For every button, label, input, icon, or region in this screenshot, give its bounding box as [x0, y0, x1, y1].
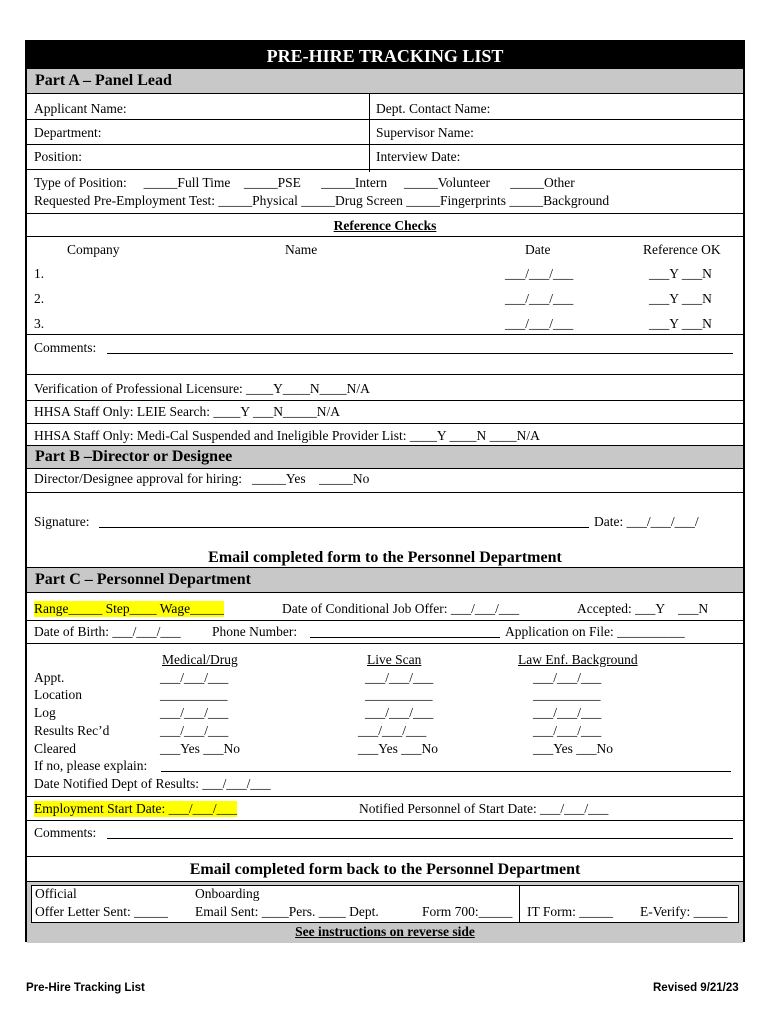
ref-row-ok[interactable]: ___Y ___N	[649, 266, 712, 281]
law-enf-cell[interactable]: ___/___/___	[533, 705, 602, 720]
offer-letter-sent[interactable]: Offer Letter Sent: _____	[35, 904, 168, 919]
requested-test[interactable]: Requested Pre-Employment Test: _____Physical _____Drug Screen _____Fingerprints _____Background	[34, 193, 610, 208]
if-no-explain-label: If no, please explain:	[34, 758, 148, 773]
explain-line[interactable]	[161, 759, 731, 772]
part-b-title: Part B –Director or Designee	[35, 448, 233, 465]
live-scan-cell[interactable]: ___/___/___	[358, 723, 427, 738]
medical-cell[interactable]: __________	[160, 687, 228, 702]
comments-line[interactable]	[107, 341, 733, 354]
comments-line-c[interactable]	[107, 826, 733, 839]
part-a-header	[27, 68, 743, 94]
email-back-note: Email completed form back to the Personnel Department	[189, 861, 581, 878]
divider-vertical	[519, 885, 520, 923]
medical-cell[interactable]: ___Yes ___No	[160, 741, 241, 756]
reference-checks-heading: Reference Checks	[333, 218, 437, 233]
medical-drug-heading: Medical/Drug	[162, 652, 238, 667]
divider	[27, 236, 743, 237]
live-scan-heading: Live Scan	[367, 652, 422, 667]
ref-row-num: 3.	[34, 316, 45, 331]
pre-hire-form	[25, 40, 745, 942]
ref-row-ok[interactable]: ___Y ___N	[649, 316, 712, 331]
form-700[interactable]: Form 700:_____	[422, 904, 513, 919]
ref-row-date[interactable]: ___/___/___	[505, 316, 574, 331]
divider	[27, 334, 743, 335]
row-label: Cleared	[34, 741, 76, 756]
ref-row-date[interactable]: ___/___/___	[505, 291, 574, 306]
divider	[27, 820, 743, 821]
divider	[27, 169, 743, 170]
law-enf-cell[interactable]: ___/___/___	[533, 670, 602, 685]
live-scan-cell[interactable]: ___Yes ___No	[358, 741, 439, 756]
licensure-field[interactable]: Verification of Professional Licensure: ____Y____N____N/A	[34, 381, 370, 396]
divider	[27, 423, 743, 424]
date-notified[interactable]: Date Notified Dept of Results: ___/___/___	[34, 776, 271, 791]
position-field[interactable]: Position:	[34, 149, 83, 164]
footer-right: Revised 9/21/23	[653, 982, 739, 994]
ref-row-ok[interactable]: ___Y ___N	[649, 291, 712, 306]
divider	[27, 856, 743, 857]
part-c-header	[27, 567, 743, 593]
leie-field[interactable]: HHSA Staff Only: LEIE Search: ____Y ___N_____N/A	[34, 404, 340, 419]
page-title: PRE-HIRE TRACKING LIST	[266, 46, 504, 66]
live-scan-cell[interactable]: ___/___/___	[365, 670, 434, 685]
divider	[27, 620, 743, 621]
email-sent[interactable]: Email Sent: ____Pers. ____ Dept.	[195, 904, 379, 919]
it-form[interactable]: IT Form: _____	[527, 904, 614, 919]
footer-left: Pre-Hire Tracking List	[26, 982, 145, 994]
divider	[27, 213, 743, 214]
type-of-position[interactable]: Type of Position: _____Full Time _____PSE _____Intern _____Volunteer _____Other	[34, 175, 575, 190]
supervisor-field[interactable]: Supervisor Name:	[376, 125, 474, 140]
approval-field[interactable]: Director/Designee approval for hiring: _____Yes _____No	[34, 471, 370, 486]
email-note: Email completed form to the Personnel Department	[208, 549, 562, 566]
medical-cell[interactable]: ___/___/___	[160, 670, 229, 685]
comments-label: Comments:	[34, 340, 97, 355]
e-verify[interactable]: E-Verify: _____	[640, 904, 728, 919]
law-enf-cell[interactable]: ___/___/___	[533, 723, 602, 738]
notified-personnel[interactable]: Notified Personnel of Start Date: ___/___/___	[359, 801, 609, 816]
medical-cell[interactable]: ___/___/___	[160, 705, 229, 720]
signature-line[interactable]	[99, 515, 589, 528]
part-b-header	[27, 445, 743, 469]
divider	[27, 119, 743, 120]
divider	[27, 400, 743, 401]
law-enf-heading: Law Enf. Background	[518, 652, 638, 667]
ref-row-num: 2.	[34, 291, 45, 306]
medical-cell[interactable]: ___/___/___	[160, 723, 229, 738]
divider-vertical	[369, 94, 370, 172]
phone-line[interactable]	[310, 625, 500, 638]
divider	[27, 796, 743, 797]
col-reference-ok: Reference OK	[643, 242, 721, 257]
divider	[27, 492, 743, 493]
conditional-offer-date[interactable]: Date of Conditional Job Offer: ___/___/___	[282, 601, 520, 616]
divider	[27, 643, 743, 644]
application-on-file[interactable]: Application on File: __________	[505, 624, 685, 639]
col-name: Name	[285, 242, 318, 257]
divider	[27, 374, 743, 375]
row-label: Log	[34, 705, 56, 720]
signature-date[interactable]: Date: ___/___/___/	[594, 514, 699, 529]
official-label: Official	[35, 886, 77, 901]
law-enf-cell[interactable]: __________	[533, 687, 601, 702]
range-step-wage[interactable]: Range_____ Step____ Wage_____	[34, 601, 224, 616]
divider	[27, 144, 743, 145]
row-label: Results Rec’d	[34, 723, 110, 738]
signature-label: Signature:	[34, 514, 90, 529]
part-c-title: Part C – Personnel Department	[35, 571, 251, 588]
applicant-name-field[interactable]: Applicant Name:	[34, 101, 127, 116]
phone-label: Phone Number:	[212, 624, 298, 639]
instructions-note: See instructions on reverse side	[295, 924, 475, 939]
accepted-field[interactable]: Accepted: ___Y ___N	[577, 601, 709, 616]
col-company: Company	[67, 242, 120, 257]
dob-field[interactable]: Date of Birth: ___/___/___	[34, 624, 181, 639]
live-scan-cell[interactable]: __________	[365, 687, 433, 702]
part-a-title: Part A – Panel Lead	[35, 72, 172, 89]
law-enf-cell[interactable]: ___Yes ___No	[533, 741, 614, 756]
onboarding-label: Onboarding	[195, 886, 260, 901]
ref-row-num: 1.	[34, 266, 45, 281]
interview-date-field[interactable]: Interview Date:	[376, 149, 461, 164]
employment-start-date[interactable]: Employment Start Date: ___/___/___	[34, 801, 237, 816]
live-scan-cell[interactable]: ___/___/___	[365, 705, 434, 720]
row-label: Appt.	[34, 670, 65, 685]
dept-contact-field[interactable]: Dept. Contact Name:	[376, 101, 491, 116]
department-field[interactable]: Department:	[34, 125, 102, 140]
col-date: Date	[525, 242, 551, 257]
medi-cal-field[interactable]: HHSA Staff Only: Medi-Cal Suspended and Ineligible Provider List: ____Y ____N ____N/A	[34, 428, 540, 443]
comments-label-c: Comments:	[34, 825, 97, 840]
ref-row-date[interactable]: ___/___/___	[505, 266, 574, 281]
row-label: Location	[34, 687, 82, 702]
title-bar	[27, 42, 743, 68]
